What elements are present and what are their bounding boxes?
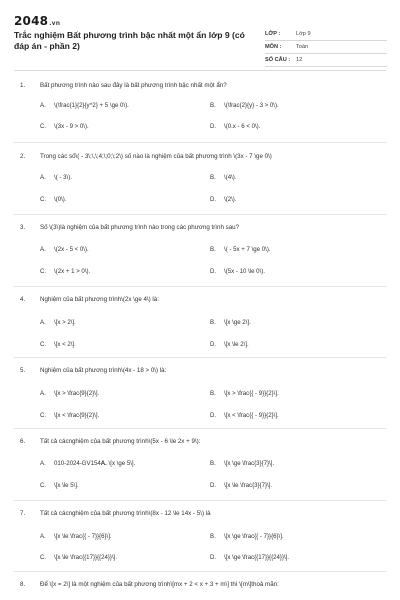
question-text: Để \[x = 2\] là một nghiệm của bất phương trình\[mx + 2 < x + 3 + m\] thì \[m\]thoả mãn: — [40, 581, 279, 588]
site-logo[interactable] — [14, 14, 60, 28]
page-header — [14, 14, 386, 62]
meta-value: Lớp 9 — [296, 31, 311, 37]
option-text: \(2x - 5 < 0\). — [54, 246, 89, 253]
option-letter: D. — [210, 412, 217, 419]
question-text: Nghiệm của bất phương trình\(4x - 18 > 0\) là: — [40, 367, 167, 374]
option-text: \[x > 2\]. — [54, 319, 76, 326]
option-letter: B. — [210, 102, 216, 109]
option-c[interactable] — [40, 196, 67, 203]
option-letter: B. — [210, 460, 216, 467]
option-bold-letter: A. — [100, 460, 107, 467]
question-divider — [14, 500, 386, 501]
question-divider — [14, 286, 386, 287]
option-c[interactable] — [40, 412, 99, 419]
option-b[interactable] — [210, 102, 279, 109]
meta-row-grade — [265, 28, 387, 41]
option-text: \[x \ge 5\]. — [106, 460, 136, 467]
option-text: \(0\). — [54, 196, 67, 203]
option-text: \[x \ge \frac{3}{7}\]. — [224, 460, 275, 467]
option-text: \[x < 2\]. — [54, 341, 76, 348]
option-d[interactable] — [210, 123, 260, 130]
option-c[interactable] — [40, 341, 76, 348]
option-letter: C. — [40, 268, 47, 275]
question-number: 8. — [20, 581, 26, 588]
option-letter: D. — [210, 123, 217, 130]
option-text: \[x < \frac{9}{2}\]. — [54, 412, 100, 419]
option-letter: B. — [210, 390, 216, 397]
meta-row-question-count — [265, 54, 387, 67]
option-a[interactable] — [40, 390, 99, 397]
meta-label: MÔN : — [265, 44, 282, 50]
option-a[interactable] — [40, 533, 112, 540]
option-text: \(2x + 1 > 0\). — [54, 268, 91, 275]
option-b[interactable] — [210, 246, 271, 253]
question-divider — [14, 428, 386, 429]
option-letter: A. — [40, 460, 46, 467]
option-letter: C. — [40, 196, 47, 203]
question-divider — [14, 357, 386, 358]
option-letter: A. — [40, 102, 46, 109]
option-d[interactable] — [210, 196, 237, 203]
option-text: \[x \ge \frac{{17}}{{24}}\]. — [224, 554, 290, 561]
option-b[interactable] — [210, 533, 284, 540]
option-text: \(\frac{2}{y} - 3 > 0\). — [224, 102, 279, 109]
question-number: 2. — [20, 153, 26, 160]
option-text: \[x \ge 2\]. — [224, 319, 251, 326]
option-b[interactable] — [210, 460, 274, 467]
option-a[interactable] — [40, 319, 76, 326]
option-a[interactable] — [40, 102, 129, 109]
option-c[interactable] — [40, 268, 90, 275]
option-letter: A. — [40, 174, 46, 181]
question-number: 7. — [20, 510, 26, 517]
option-text: \(4\). — [224, 174, 237, 181]
logo-text: 2048 — [14, 14, 49, 28]
question-text: Trong các số\( - 3\;\,\;4;\;0;\;2\) số nào là nghiệm của bất phương trình \(3x - 7 \ge 0\) — [40, 153, 272, 160]
option-text: \[x \le \frac{3}{7}\]. — [224, 482, 273, 489]
question-divider — [14, 571, 386, 572]
question-number: 4. — [20, 296, 26, 303]
option-letter: A. — [40, 533, 46, 540]
option-text: \(2\). — [224, 196, 237, 203]
option-d[interactable] — [210, 554, 289, 561]
question-text: Nghiệm của bất phương trình\(2x \ge 4\) là: — [40, 296, 159, 303]
question-number: 3. — [20, 224, 26, 231]
option-text: \[x \le \frac{{ - 7}}{6}\]. — [54, 533, 112, 540]
option-letter: B. — [210, 246, 216, 253]
option-letter: C. — [40, 554, 47, 561]
option-text: \[x \ge \frac{{ - 7}}{6}\]. — [224, 533, 284, 540]
quiz-meta-table — [265, 28, 387, 67]
question-text: Bất phương trình nào sau đây là bất phương trình bậc nhất một ẩn? — [40, 82, 227, 89]
option-b[interactable] — [210, 174, 237, 181]
page-title: Trắc nghiệm Bất phương trình bậc nhất một ẩn lớp 9 (có đáp án - phần 2) — [14, 30, 245, 51]
option-d[interactable] — [210, 412, 279, 419]
option-text: \(\frac{1}{2}{y^2} + 5 \ge 0\). — [54, 102, 129, 109]
option-letter: C. — [40, 482, 47, 489]
question-number: 1. — [20, 82, 26, 89]
option-letter: C. — [40, 341, 47, 348]
option-text: \[x > \frac{{ - 9}}{2}\]. — [224, 390, 279, 397]
option-text: \( - 5x + 7 \ge 0\). — [224, 246, 271, 253]
option-text: \[x > \frac{9}{2}\]. — [54, 390, 100, 397]
meta-label: LỚP : — [265, 31, 281, 37]
option-letter: C. — [40, 412, 47, 419]
option-a[interactable] — [40, 174, 72, 181]
option-letter: B. — [210, 533, 216, 540]
option-letter: B. — [210, 319, 216, 326]
option-letter: C. — [40, 123, 47, 130]
question-divider — [14, 142, 386, 143]
header-divider — [14, 70, 386, 71]
option-a[interactable] — [40, 246, 89, 253]
option-letter: D. — [210, 341, 217, 348]
question-number: 6. — [20, 438, 26, 445]
option-d[interactable] — [210, 341, 249, 348]
option-letter: B. — [210, 174, 216, 181]
question-text: Tất cả cácnghiệm của bất phương trình\(5x - 6 \le 2x + 9\): — [40, 438, 201, 445]
option-letter: A. — [40, 390, 46, 397]
meta-value: 12 — [296, 57, 303, 63]
question-number: 5. — [20, 367, 26, 374]
option-c[interactable] — [40, 123, 89, 130]
option-text: \[x \le 2\]. — [224, 341, 249, 348]
option-text: \(3x - 9 > 0\). — [54, 123, 89, 130]
question-text: Tất cả cácnghiệm của bất phương trình\(8x - 12 \le 14x - 5\) là — [40, 510, 211, 517]
option-b[interactable] — [210, 319, 251, 326]
option-text: \[x \le \frac{{17}}{{24}}\]. — [54, 554, 118, 561]
question-text: Số \(3\)là nghiệm của bất phương trình nào trong các phương trình sau? — [40, 224, 240, 231]
option-d[interactable] — [210, 482, 272, 489]
option-letter: D. — [210, 482, 217, 489]
option-letter: D. — [210, 268, 217, 275]
meta-value: Toán — [296, 44, 309, 50]
option-a[interactable] — [40, 460, 135, 467]
option-text: \[x < \frac{{ - 9}}{2}\]. — [224, 412, 279, 419]
option-letter: D. — [210, 554, 217, 561]
option-letter: A. — [40, 319, 46, 326]
option-text: \(5x - 10 \le 0\). — [224, 268, 265, 275]
option-c[interactable] — [40, 554, 117, 561]
option-text: \(0.x - 6 < 0\). — [224, 123, 261, 130]
meta-label: SỐ CÂU : — [265, 57, 291, 63]
meta-row-subject — [265, 41, 387, 54]
question-divider — [14, 214, 386, 215]
logo-suffix: .vn — [49, 20, 61, 27]
option-d[interactable] — [210, 268, 265, 275]
option-text: \( - 3\). — [54, 174, 72, 181]
option-letter: A. — [40, 246, 46, 253]
option-prefix: 010-2024-GV154 — [54, 460, 101, 467]
option-letter: D. — [210, 196, 217, 203]
option-c[interactable] — [40, 482, 79, 489]
option-text: \[x \le 5\]. — [54, 482, 79, 489]
option-b[interactable] — [210, 390, 279, 397]
